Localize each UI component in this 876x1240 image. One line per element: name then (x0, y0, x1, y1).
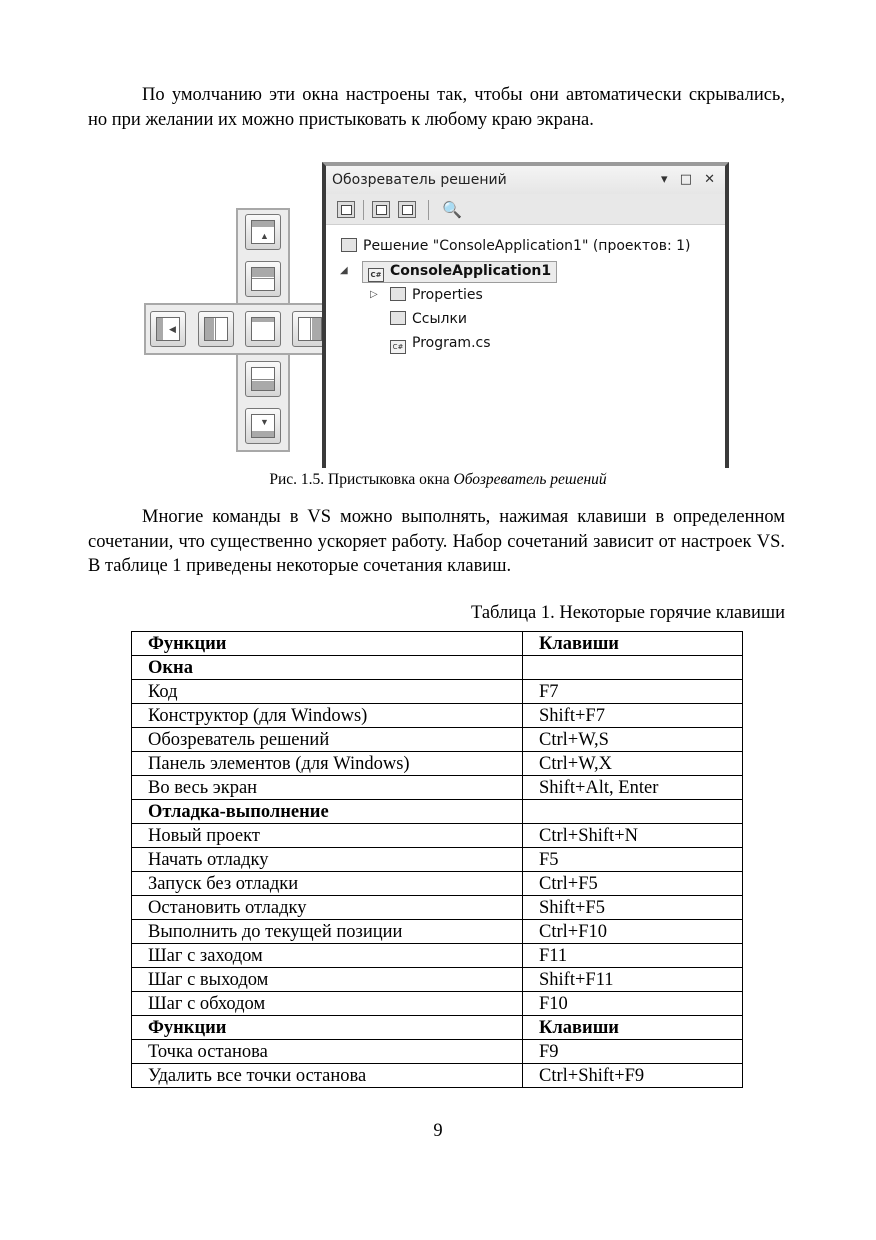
arrow-left-icon: ◀ (169, 324, 176, 334)
table-row (132, 944, 743, 968)
table-cell-keys: F11 (523, 944, 743, 968)
table-cell-function: Остановить отладку (132, 896, 523, 920)
table-cell-keys: Ctrl+W,X (523, 752, 743, 776)
solution-icon (341, 238, 357, 252)
dock-center-button[interactable] (245, 311, 281, 347)
tree-item-program-cs[interactable]: C# Program.cs (390, 332, 491, 354)
table-row (132, 992, 743, 1016)
table-row (132, 968, 743, 992)
table-cell-keys: Ctrl+W,S (523, 728, 743, 752)
toolbar-separator (428, 200, 429, 220)
dock-top-edge-button[interactable] (245, 214, 281, 250)
figure-caption-prefix: Рис. 1.5. Пристыковка окна (269, 471, 454, 488)
table-cell-function: Функции (132, 1016, 523, 1040)
table-row (132, 776, 743, 800)
table-cell-function: Обозреватель решений (132, 728, 523, 752)
dock-left-button[interactable] (198, 311, 234, 347)
project-label-box: C# ConsoleApplication1 (362, 261, 557, 283)
table-row (132, 728, 743, 752)
table-row (132, 848, 743, 872)
table-cell-function: Окна (132, 656, 523, 680)
csharp-project-icon: C# (368, 268, 384, 282)
table-row (132, 1040, 743, 1064)
figure-docking (140, 158, 730, 463)
table-row (132, 632, 743, 656)
table-cell-keys: F5 (523, 848, 743, 872)
table-cell-keys: Клавиши (523, 1016, 743, 1040)
table-cell-keys: Ctrl+F5 (523, 872, 743, 896)
tree-item-project[interactable] (362, 260, 557, 282)
dock-top-button[interactable] (245, 261, 281, 297)
dock-left-edge-button[interactable] (150, 311, 186, 347)
table-cell-function: Шаг с обходом (132, 992, 523, 1016)
table-row (132, 752, 743, 776)
table-cell-function: Запуск без отладки (132, 872, 523, 896)
paragraph-intro-text: По умолчанию эти окна настроены так, чтобы они автоматически скрывались, но при желании их можно пристыковать к любому краю экрана. (88, 85, 785, 130)
tree-item-properties[interactable]: Properties (390, 284, 483, 306)
dock-bottom-edge-button[interactable] (245, 408, 281, 444)
properties-folder-icon (390, 287, 406, 301)
table-cell-function: Удалить все точки останова (132, 1064, 523, 1088)
table-cell-function: Начать отладку (132, 848, 523, 872)
table-cell-function: Выполнить до текущей позиции (132, 920, 523, 944)
paragraph-commands (88, 505, 785, 579)
table-cell-keys: Клавиши (523, 632, 743, 656)
page-number: 9 (433, 1121, 443, 1141)
table-cell-keys: Shift+Alt, Enter (523, 776, 743, 800)
expand-closed-icon[interactable]: ▷ (370, 289, 378, 300)
figure-caption (0, 470, 876, 490)
table-row (132, 920, 743, 944)
arrow-up-icon: ▲ (260, 231, 269, 241)
tree-item-references[interactable]: Ссылки (390, 308, 467, 330)
solution-explorer-window (322, 162, 729, 468)
table-cell-keys: Shift+F7 (523, 704, 743, 728)
hotkeys-table (131, 631, 743, 1088)
figure-caption-italic: Обозреватель решений (453, 471, 607, 488)
table-cell-function: Шаг с заходом (132, 944, 523, 968)
table-cell-keys: F9 (523, 1040, 743, 1064)
table-cell-keys: Shift+F5 (523, 896, 743, 920)
table-row (132, 656, 743, 680)
table-cell-keys: Ctrl+F10 (523, 920, 743, 944)
tree-item-solution[interactable]: Решение "ConsoleApplication1" (проектов: 1) (341, 235, 690, 257)
table-cell-function: Конструктор (для Windows) (132, 704, 523, 728)
table-cell-keys: Ctrl+Shift+N (523, 824, 743, 848)
table-cell-function: Точка останова (132, 1040, 523, 1064)
show-all-files-icon[interactable] (372, 201, 390, 218)
table-cell-function: Код (132, 680, 523, 704)
table-row (132, 680, 743, 704)
table-row (132, 872, 743, 896)
table-row (132, 800, 743, 824)
table-cell-keys (523, 656, 743, 680)
table-cell-keys: F7 (523, 680, 743, 704)
table-row (132, 1016, 743, 1040)
table-row (132, 824, 743, 848)
expand-open-icon[interactable]: ◢ (340, 265, 348, 276)
table-cell-keys: F10 (523, 992, 743, 1016)
dock-bottom-button[interactable] (245, 361, 281, 397)
window-title: Обозреватель решений (332, 172, 507, 188)
window-title-buttons[interactable]: ▾ □ ✕ (661, 172, 719, 187)
paragraph-intro (88, 83, 785, 132)
toolbar-separator (363, 200, 364, 220)
references-folder-icon (390, 311, 406, 325)
table-cell-function: Новый проект (132, 824, 523, 848)
table-cell-keys: Shift+F11 (523, 968, 743, 992)
table-cell-function: Во весь экран (132, 776, 523, 800)
table-cell-function: Функции (132, 632, 523, 656)
refresh-icon[interactable] (398, 201, 416, 218)
paragraph-commands-text: Многие команды в VS можно выполнять, нажимая клавиши в определенном сочетании, что существенно ускоряет работу. Набор сочетаний зависит от настроек VS. В таблице 1 приведены некоторые сочетания клавиш. (88, 507, 785, 576)
class-view-search-icon[interactable]: 🔍 (442, 200, 462, 219)
table-cell-keys: Ctrl+Shift+F9 (523, 1064, 743, 1088)
table-row (132, 1064, 743, 1088)
table-row (132, 704, 743, 728)
arrow-down-icon: ▼ (260, 417, 269, 427)
table-cell-function: Отладка-выполнение (132, 800, 523, 824)
table-cell-function: Панель элементов (для Windows) (132, 752, 523, 776)
csharp-file-icon: C# (390, 340, 406, 354)
table-cell-function: Шаг с выходом (132, 968, 523, 992)
table-caption: Таблица 1. Некоторые горячие клавиши (471, 603, 785, 623)
table-row (132, 896, 743, 920)
properties-icon[interactable] (337, 201, 355, 218)
table-cell-keys (523, 800, 743, 824)
solution-explorer-toolbar (326, 194, 725, 225)
